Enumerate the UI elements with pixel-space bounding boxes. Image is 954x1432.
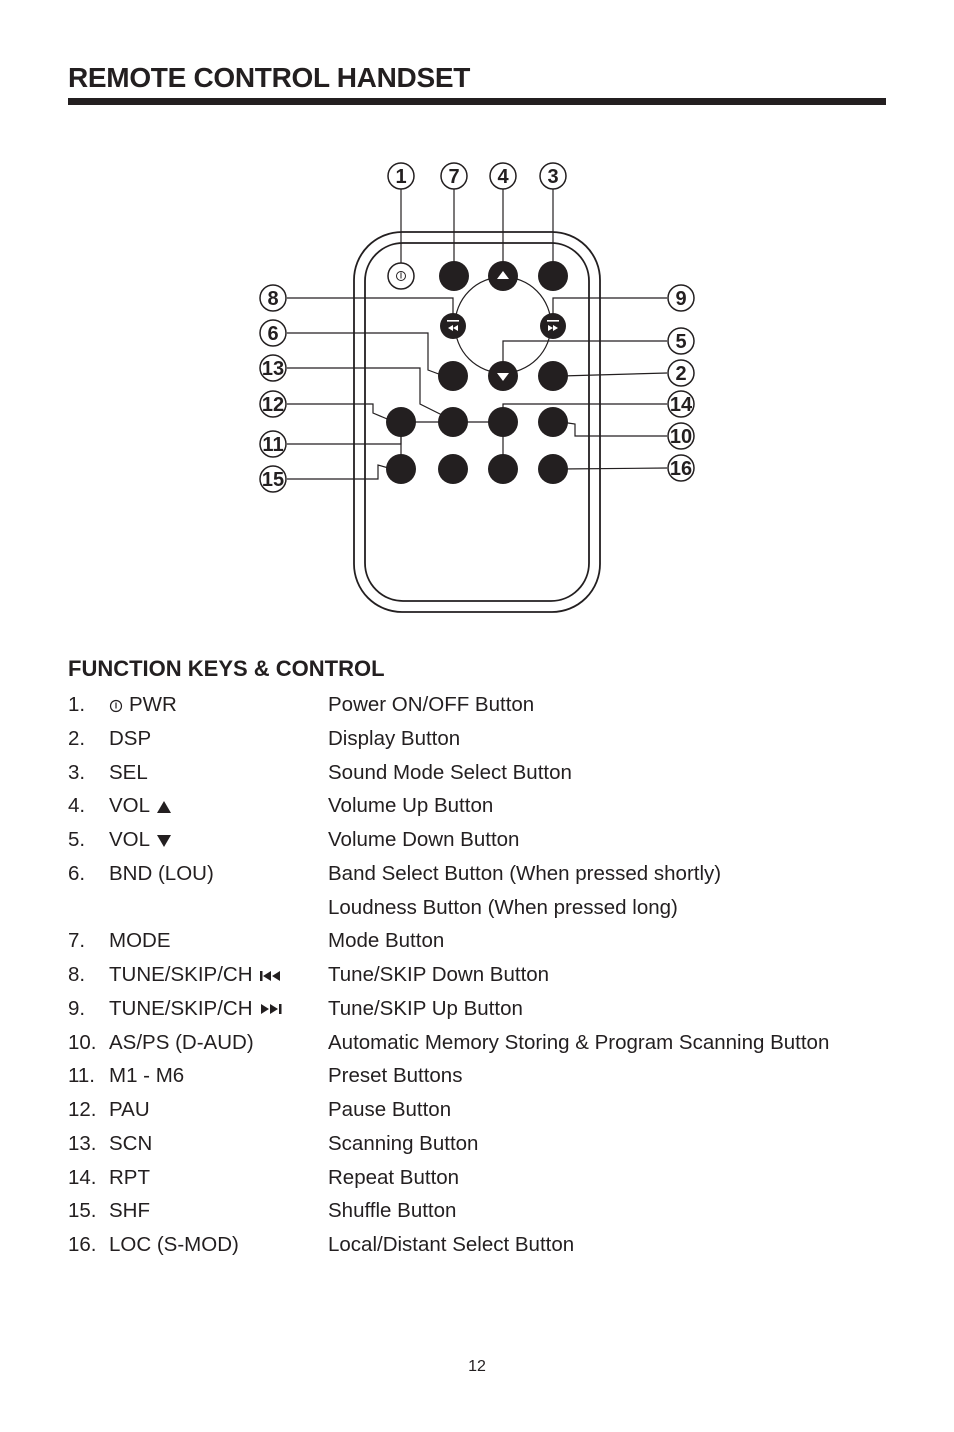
key-label: BND (LOU) <box>109 861 214 885</box>
key-label: M1 - M6 <box>109 1064 185 1088</box>
key-name <box>109 859 214 889</box>
callout-6 <box>260 320 286 346</box>
key-label: PWR <box>129 693 177 716</box>
key-name <box>109 1061 184 1091</box>
key-number: 4. <box>68 794 86 818</box>
callout-7 <box>441 163 467 189</box>
as-ps-button <box>538 407 568 437</box>
key-description: Power ON/OFF Button <box>328 693 535 716</box>
key-description: Tune/SKIP Down Button <box>328 963 550 986</box>
callout-12 <box>260 391 286 417</box>
key-description: Shuffle Button <box>328 1199 457 1223</box>
bnd-button <box>438 361 468 391</box>
callout-10 <box>668 423 694 449</box>
skip-forward-icon <box>259 997 283 1020</box>
dsp-button <box>538 361 568 391</box>
key-description: Volume Down Button <box>328 828 520 851</box>
loc-button <box>538 454 568 484</box>
key-number: 5. <box>68 828 86 851</box>
key-description: Preset Buttons <box>328 1064 463 1088</box>
svg-text:14: 14 <box>669 394 693 416</box>
shf-button <box>386 454 416 484</box>
svg-text:15: 15 <box>261 469 285 491</box>
power-icon <box>109 693 123 716</box>
callout-8 <box>260 285 286 311</box>
key-description: Tune/SKIP Up Button <box>328 996 523 1020</box>
triangle-down-icon <box>156 828 172 851</box>
svg-text:10: 10 <box>669 426 693 448</box>
key-label: MODE <box>109 929 171 953</box>
key-label: SEL <box>109 760 148 784</box>
svg-text:11: 11 <box>262 434 284 456</box>
rpt-button <box>488 407 518 437</box>
key-name <box>109 724 151 754</box>
key-description: Loudness Button (When pressed long) <box>328 895 678 919</box>
key-description: Scanning Button <box>328 1131 479 1155</box>
key-label: SHF <box>109 1199 150 1223</box>
callout-13 <box>260 355 286 381</box>
key-name <box>109 690 177 720</box>
preset-button-a <box>438 454 468 484</box>
key-description: Sound Mode Select Button <box>328 760 572 784</box>
svg-text:1: 1 <box>395 166 407 188</box>
svg-text:7: 7 <box>448 166 460 188</box>
key-label: TUNE/SKIP/CH <box>109 996 253 1020</box>
svg-text:2: 2 <box>675 363 687 385</box>
page-number: 12 <box>468 1358 486 1375</box>
scn-button <box>438 407 468 437</box>
key-label: TUNE/SKIP/CH <box>109 963 253 986</box>
key-name <box>109 926 171 956</box>
key-name <box>109 1230 239 1260</box>
svg-text:6: 6 <box>267 323 279 345</box>
key-description: Pause Button <box>328 1098 452 1121</box>
section-title: FUNCTION KEYS & CONTROL <box>68 656 385 681</box>
key-description: Repeat Button <box>328 1165 460 1189</box>
key-number: 6. <box>68 861 86 885</box>
svg-text:9: 9 <box>675 288 687 310</box>
key-name <box>109 1095 150 1125</box>
key-name <box>109 1196 150 1226</box>
callout-1 <box>388 163 414 189</box>
key-description: Local/Distant Select Button <box>328 1233 575 1256</box>
key-number: 13. <box>68 1131 97 1155</box>
key-name <box>109 758 148 788</box>
key-number: 2. <box>68 726 86 750</box>
key-number: 8. <box>68 963 86 986</box>
triangle-up-icon <box>156 794 172 817</box>
key-number: 14. <box>68 1165 97 1189</box>
key-number: 12. <box>68 1098 97 1121</box>
key-description: Band Select Button (When pressed shortly) <box>328 861 722 885</box>
key-number: 15. <box>68 1199 97 1223</box>
key-description: Volume Up Button <box>328 794 494 818</box>
key-number: 10. <box>68 1030 97 1054</box>
key-number: 7. <box>68 929 86 953</box>
callout-15 <box>260 466 286 492</box>
callout-4 <box>490 163 516 189</box>
key-label: RPT <box>109 1165 150 1189</box>
svg-text:8: 8 <box>267 288 279 310</box>
svg-text:16: 16 <box>669 458 693 480</box>
remote-control-diagram <box>0 0 954 640</box>
callout-2 <box>668 360 694 386</box>
key-description: Display Button <box>328 726 461 750</box>
key-description: Mode Button <box>328 929 445 953</box>
callout-14 <box>668 391 694 417</box>
svg-text:4: 4 <box>497 166 509 188</box>
callout-3 <box>540 163 566 189</box>
preset-button-b <box>488 454 518 484</box>
key-label: PAU <box>109 1098 150 1121</box>
key-number: 3. <box>68 760 86 784</box>
key-name <box>109 1129 152 1159</box>
page-title: REMOTE CONTROL HANDSET <box>68 62 470 93</box>
callout-16 <box>668 455 694 481</box>
key-label: VOL <box>109 828 151 851</box>
svg-text:13: 13 <box>261 358 285 380</box>
key-name <box>109 960 283 990</box>
key-name <box>109 1163 150 1193</box>
svg-text:5: 5 <box>675 331 687 353</box>
key-number: 16. <box>68 1233 97 1256</box>
key-number: 9. <box>68 996 86 1020</box>
callout-11 <box>260 431 286 457</box>
key-label: DSP <box>109 726 152 750</box>
key-name <box>109 1028 254 1058</box>
callout-9 <box>668 285 694 311</box>
key-number: 1. <box>68 693 86 716</box>
svg-text:3: 3 <box>547 166 559 188</box>
skip-back-icon <box>259 963 283 986</box>
pau-button <box>386 407 416 437</box>
callout-5 <box>668 328 694 354</box>
key-label: VOL <box>109 794 151 818</box>
svg-text:12: 12 <box>261 394 285 416</box>
key-number: 11. <box>68 1064 95 1088</box>
key-name <box>109 791 172 821</box>
sel-button <box>538 261 568 291</box>
key-name <box>109 825 172 855</box>
key-name <box>109 994 283 1024</box>
key-label: AS/PS (D-AUD) <box>109 1030 254 1054</box>
mode-button <box>439 261 469 291</box>
key-label: LOC (S-MOD) <box>109 1233 239 1256</box>
key-description: Automatic Memory Storing & Program Scanning Button <box>328 1030 830 1054</box>
key-label: SCN <box>109 1131 153 1155</box>
